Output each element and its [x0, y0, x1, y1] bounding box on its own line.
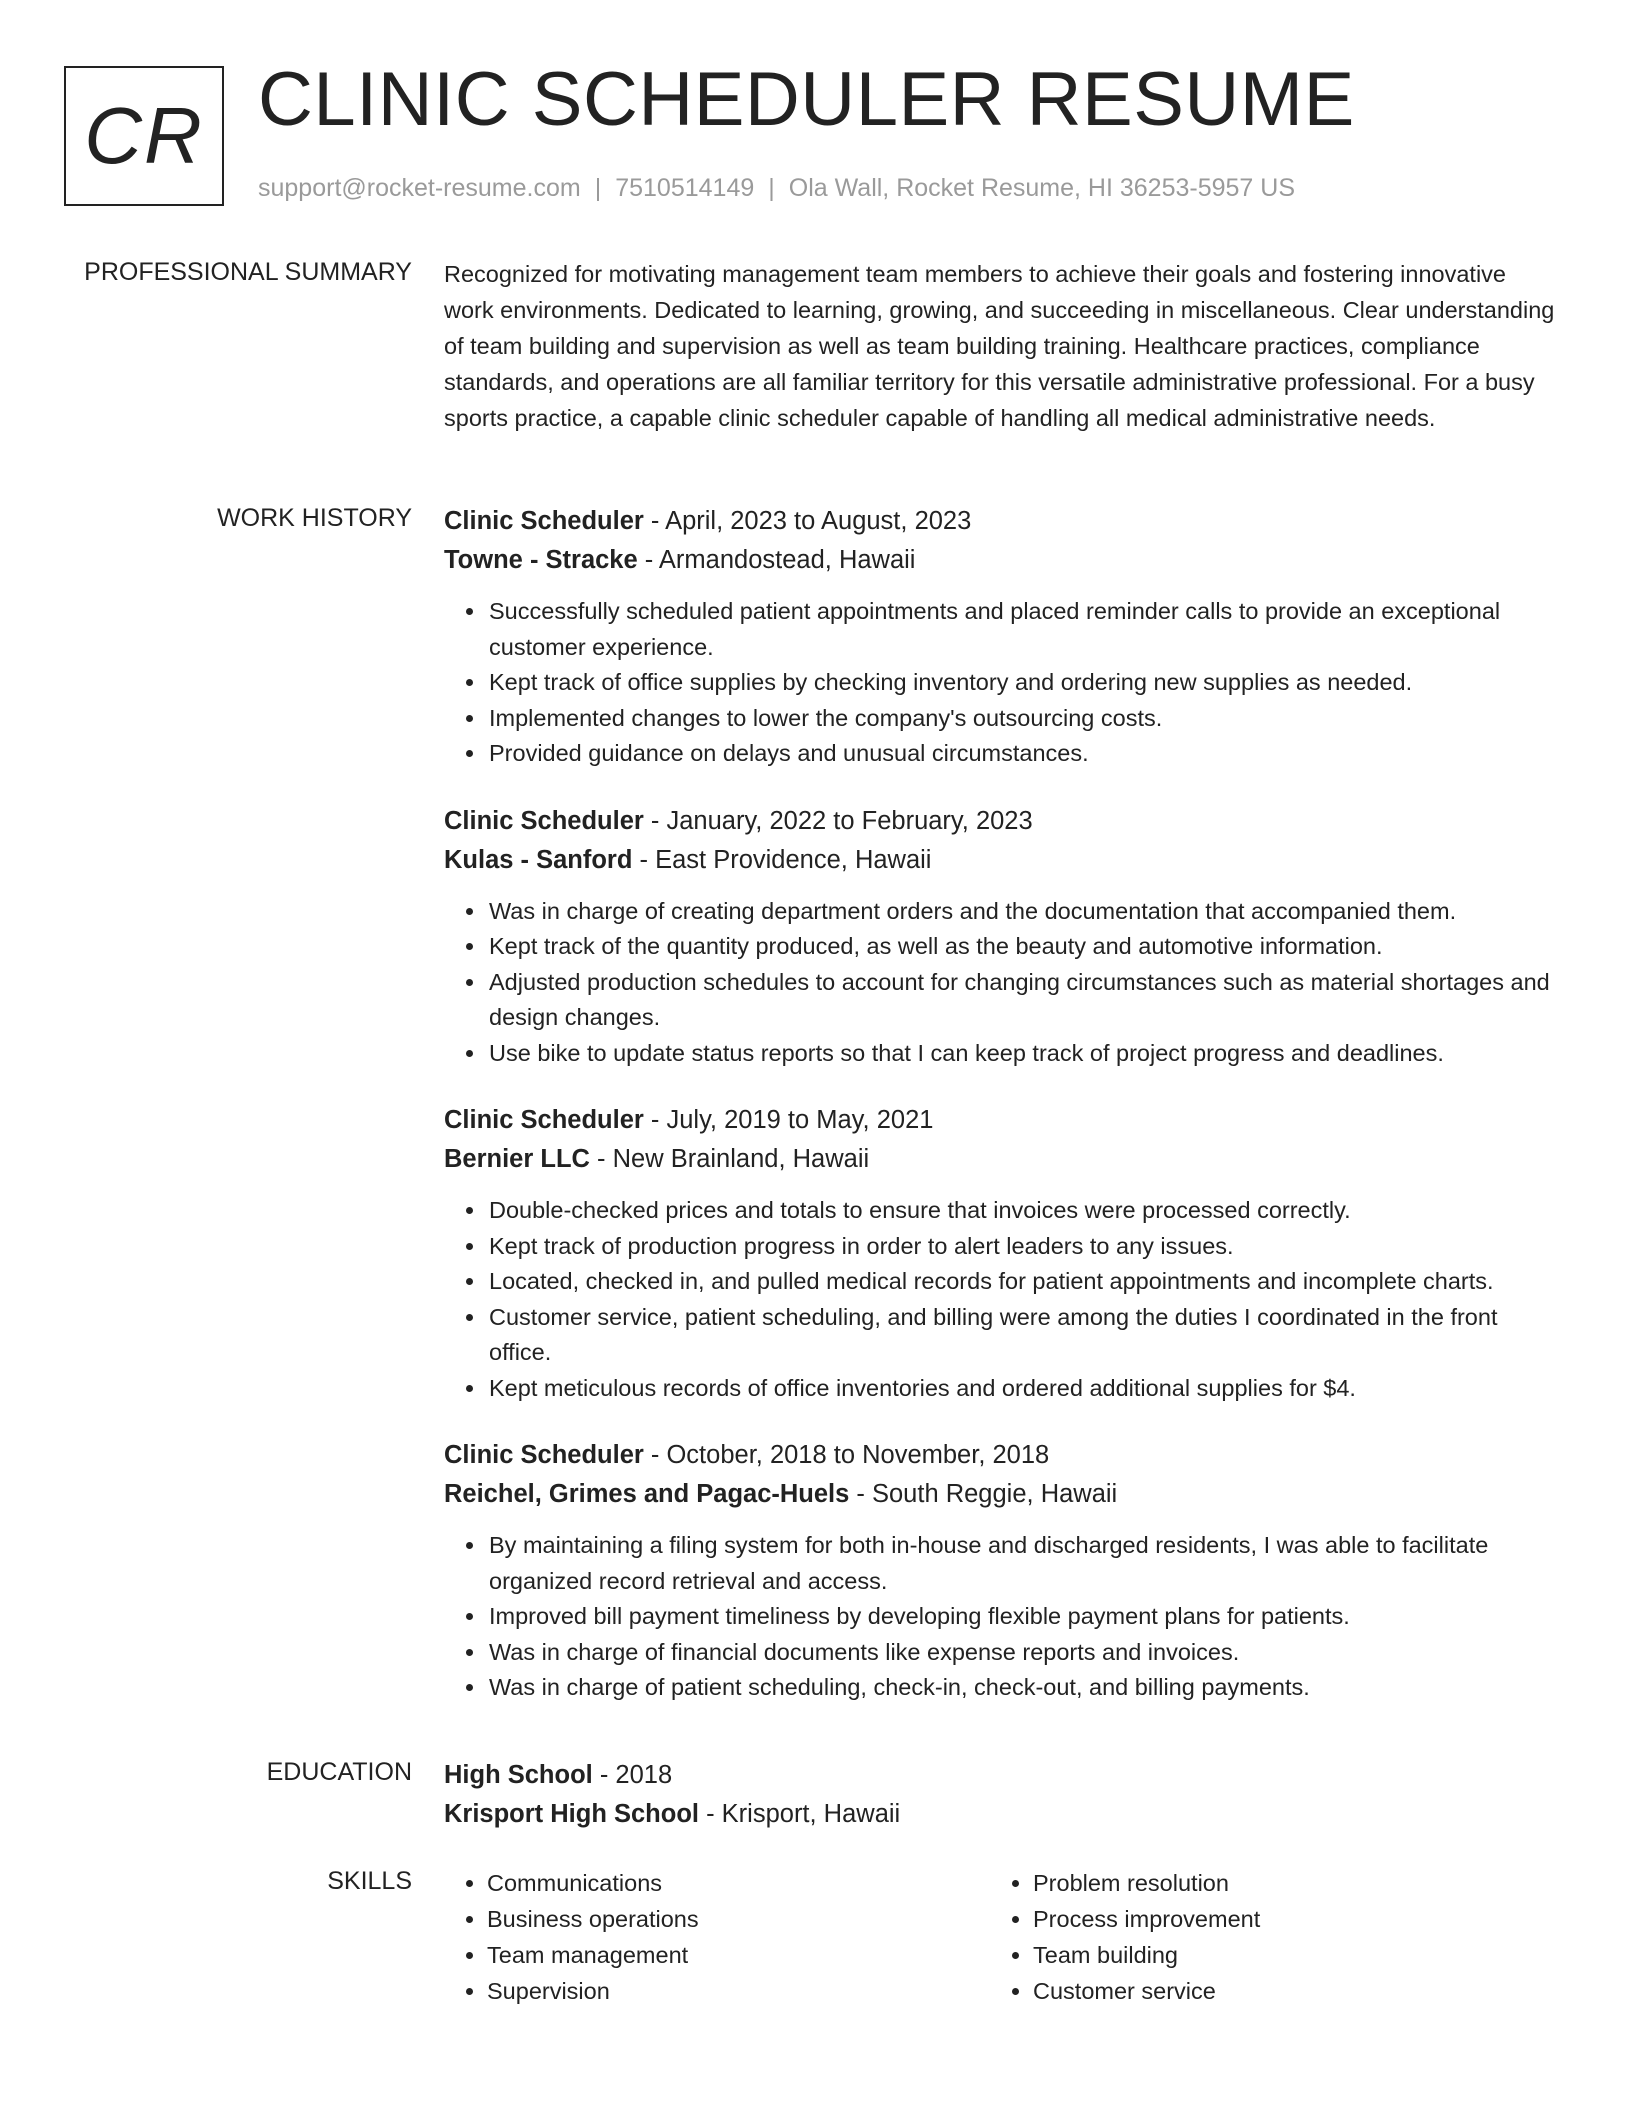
skills-label: SKILLS: [327, 1867, 412, 1895]
skills-list: [990, 1865, 1536, 2009]
work-history-body: [444, 502, 1560, 1736]
job-entry: [444, 1101, 1560, 1406]
job-entry: [444, 502, 1560, 772]
contact-email: support@rocket-resume.com: [258, 174, 581, 202]
skill-item: • Team building: [1033, 1937, 1536, 1973]
monogram-box: [64, 66, 224, 206]
job-company: Reichel, Grimes and Pagac-Huels: [444, 1480, 850, 1508]
job-dates: - January, 2022 to February, 2023: [643, 806, 1033, 835]
job-title: Clinic Scheduler: [444, 507, 644, 535]
job-bullet: • Provided guidance on delays and unusual circumstances.: [487, 736, 1560, 772]
skills-list: [444, 1865, 990, 2009]
job-bullets: [444, 894, 1560, 1072]
skill-item: • Process improvement: [1033, 1901, 1536, 1937]
job-bullet: • Customer service, patient scheduling, and billing were among the duties I coordinated in the front office.: [487, 1300, 1560, 1371]
education-degree: High School: [444, 1761, 593, 1789]
job-company-line: [444, 541, 1560, 580]
summary-body: [444, 256, 1560, 436]
contact-phone: 7510514149: [615, 174, 755, 202]
job-bullet: • Kept track of production progress in order to alert leaders to any issues.: [487, 1229, 1560, 1265]
job-entry: [444, 1436, 1560, 1706]
job-bullets: [444, 594, 1560, 772]
education-body: [444, 1756, 1560, 1834]
job-dates: - April, 2023 to August, 2023: [643, 507, 972, 535]
job-company-line: [444, 1475, 1560, 1514]
job-bullet: • Was in charge of patient scheduling, check-in, check-out, and billing payments.: [487, 1670, 1560, 1706]
education-year: - 2018: [592, 1761, 673, 1789]
job-bullet: • Double-checked prices and totals to ensure that invoices were processed correctly.: [487, 1193, 1560, 1229]
job-title: Clinic Scheduler: [444, 806, 644, 835]
job-location: - South Reggie, Hawaii: [849, 1480, 1118, 1508]
summary-label: PROFESSIONAL SUMMARY: [84, 258, 412, 286]
skill-item: • Communications: [487, 1865, 990, 1901]
summary-text: Recognized for motivating management team members to achieve their goals and fostering innovative work environments. Dedicated to learning, growing, and succeeding in miscellaneous. Clear understanding of team building and supervision as well as team building training. Healthcare practices, compliance standards, and operations are all familiar territory for this versatile administrative professional. For a busy sports practice, a capable clinic scheduler capable of handling all medical administrative needs.: [444, 261, 1555, 431]
job-bullet: • Was in charge of financial documents like expense reports and invoices.: [487, 1635, 1560, 1671]
job-title-line: [444, 1436, 1560, 1475]
job-entry: [444, 802, 1560, 1072]
job-bullet: • Kept track of the quantity produced, as well as the beauty and automotive information.: [487, 929, 1560, 965]
skills-column-left: [444, 1865, 990, 2009]
education-label: EDUCATION: [266, 1758, 412, 1786]
education-degree-line: [444, 1756, 1560, 1795]
job-bullet: • Kept meticulous records of office inventories and ordered additional supplies for $4.: [487, 1371, 1560, 1407]
job-bullet: • Adjusted production schedules to account for changing circumstances such as material shortages and design changes.: [487, 965, 1560, 1036]
job-bullet: • Was in charge of creating department orders and the documentation that accompanied them.: [487, 894, 1560, 930]
job-bullet: • Use bike to update status reports so that I can keep track of project progress and deadlines.: [487, 1036, 1560, 1072]
job-bullets: [444, 1528, 1560, 1706]
job-company-line: [444, 1140, 1560, 1179]
job-title-line: [444, 502, 1560, 541]
skill-item: • Problem resolution: [1033, 1865, 1536, 1901]
skill-item: • Business operations: [487, 1901, 990, 1937]
job-location: - Armandostead, Hawaii: [637, 546, 916, 574]
education-school: Krisport High School: [444, 1800, 699, 1828]
skill-item: • Supervision: [487, 1973, 990, 2009]
job-company: Kulas - Sanford: [444, 845, 633, 874]
job-title: Clinic Scheduler: [444, 1106, 644, 1134]
job-dates: - October, 2018 to November, 2018: [643, 1441, 1050, 1469]
job-bullet: • Located, checked in, and pulled medical records for patient appointments and incomplete charts.: [487, 1264, 1560, 1300]
contact-separator: |: [768, 174, 775, 202]
job-bullet: • Kept track of office supplies by checking inventory and ordering new supplies as needed.: [487, 665, 1560, 701]
job-dates: - July, 2019 to May, 2021: [643, 1106, 934, 1134]
job-location: - East Providence, Hawaii: [632, 845, 932, 874]
job-company: Towne - Stracke: [444, 546, 638, 574]
work-history-label: WORK HISTORY: [217, 504, 412, 532]
job-bullet: • Implemented changes to lower the company's outsourcing costs.: [487, 701, 1560, 737]
job-title: Clinic Scheduler: [444, 1441, 644, 1469]
job-title-line: [444, 802, 1560, 841]
resume-title: CLINIC SCHEDULER RESUME: [258, 57, 1355, 142]
job-bullets: [444, 1193, 1560, 1406]
contact-address: Ola Wall, Rocket Resume, HI 36253-5957 US: [788, 174, 1296, 202]
job-company-line: [444, 841, 1560, 880]
job-bullet: • By maintaining a filing system for both in-house and discharged residents, I was able to facilitate organized record retrieval and access.: [487, 1528, 1560, 1599]
education-school-line: [444, 1795, 1560, 1834]
skills-grid: [444, 1865, 1560, 2009]
job-bullet: • Successfully scheduled patient appointments and placed reminder calls to provide an exceptional customer experience.: [487, 594, 1560, 665]
skill-item: • Team management: [487, 1937, 990, 1973]
skill-item: • Customer service: [1033, 1973, 1536, 2009]
job-bullet: • Improved bill payment timeliness by developing flexible payment plans for patients.: [487, 1599, 1560, 1635]
job-location: - New Brainland, Hawaii: [589, 1145, 870, 1173]
contact-separator: |: [594, 174, 602, 202]
contact-line: [258, 173, 1295, 203]
education-location: - Krisport, Hawaii: [699, 1800, 901, 1828]
job-title-line: [444, 1101, 1560, 1140]
monogram-initials: CR: [84, 91, 204, 180]
job-company: Bernier LLC: [444, 1145, 590, 1173]
skills-column-right: [990, 1865, 1536, 2009]
skills-body: [444, 1865, 1560, 2009]
